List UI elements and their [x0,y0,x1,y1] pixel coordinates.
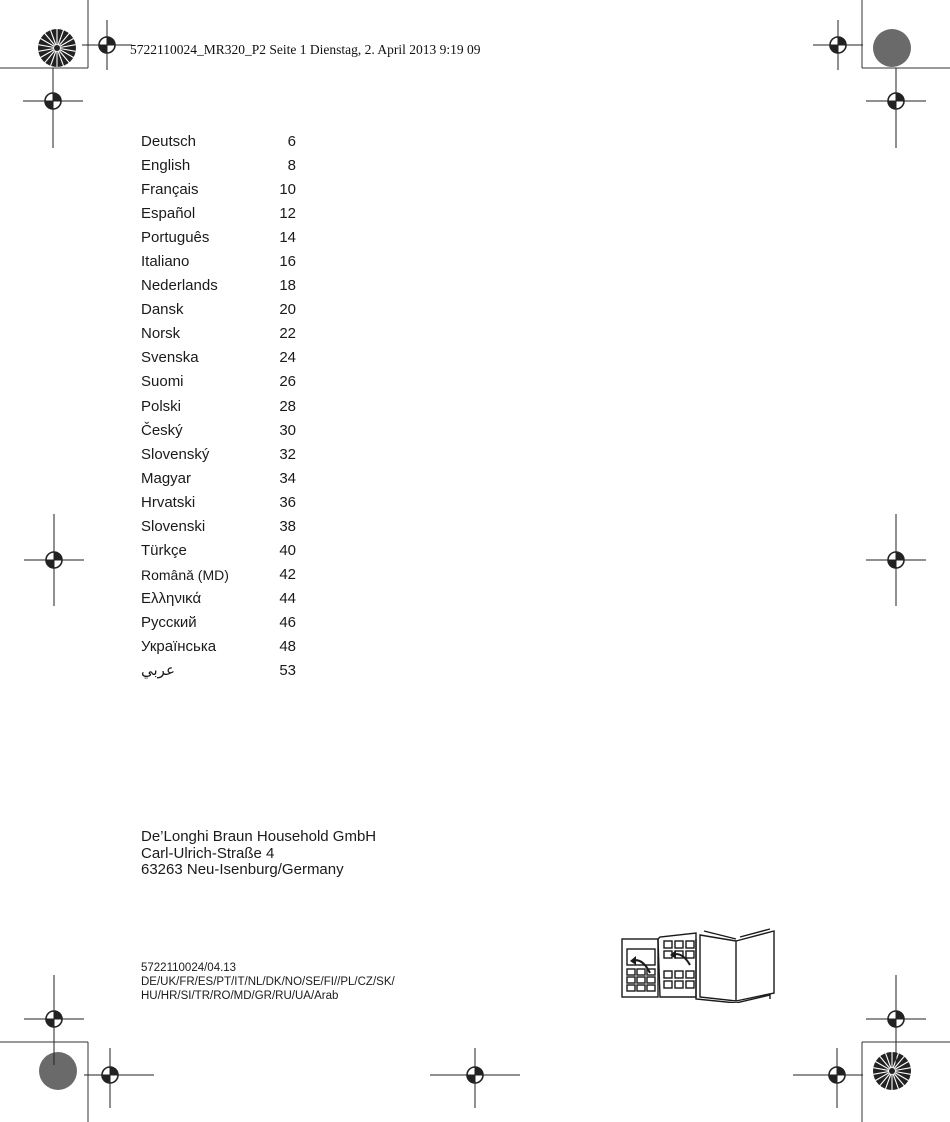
crosshair-registration-mark [813,20,863,70]
toc-page-number: 16 [279,253,296,271]
toc-page-number: 6 [287,133,296,150]
toc-page-number: 34 [279,469,296,487]
toc-page-number: 32 [279,445,296,463]
toc-language: Português [141,229,210,247]
toc-language: Español [141,205,196,223]
toc-row[interactable] [141,397,296,421]
toc-language: Deutsch [141,133,197,150]
toc-row[interactable] [141,156,296,180]
toc-language: Český [141,421,183,439]
toc-page-number: 22 [279,325,296,343]
toc-page-number: 24 [279,349,296,367]
toc-row[interactable] [141,252,296,276]
toc-page-number: 14 [279,229,296,247]
solid-registration-disc [872,28,912,68]
toc-language: Dansk [141,301,184,319]
toc-page-number: 46 [279,613,296,631]
manufacturer-address [141,829,376,879]
toc-language: Suomi [141,373,184,391]
toc-row[interactable] [141,421,296,445]
toc-page-number: 26 [279,373,296,391]
toc-row[interactable] [141,372,296,396]
crosshair-registration-mark [82,20,132,70]
toc-page-number: 30 [279,421,296,439]
toc-row[interactable] [141,180,296,204]
toc-row[interactable] [141,637,296,661]
toc-page-number: 44 [279,589,296,607]
address-city: 63263 Neu-Isenburg/Germany [141,861,344,878]
toc-row[interactable] [141,324,296,348]
toc-row[interactable] [141,445,296,469]
starburst-registration-mark [37,28,77,68]
toc-language: Italiano [141,253,190,271]
toc-language: Românǎ (MD) [141,566,229,583]
address-street: Carl-Ulrich-Straße 4 [141,844,275,862]
toc-language: English [141,157,191,175]
toc-page-number: 48 [279,637,296,655]
footer-code-block [141,961,395,1003]
crosshair-registration-mark [23,68,83,148]
toc-language: Русский [141,613,197,631]
toc-page-number: 38 [279,517,296,535]
header-slug: 5722110024_MR320_P2 Seite 1 Dienstag, 2. April 2013 9:19 09 [130,42,481,57]
crosshair-registration-mark [793,1048,863,1108]
toc-row[interactable] [141,132,296,156]
toc-row[interactable] [141,348,296,372]
toc-language: Slovenski [141,517,206,535]
toc-language: Nederlands [141,277,218,295]
toc-row[interactable] [141,300,296,324]
crosshair-registration-mark [24,514,84,606]
toc-language: Slovenský [141,445,210,463]
toc-row[interactable] [141,661,296,685]
toc-language: Українська [141,637,217,655]
crosshair-registration-mark [430,1048,520,1108]
toc-language: Norsk [141,325,181,343]
table-of-contents [141,132,296,685]
toc-row[interactable] [141,541,296,565]
address-company: De’Longhi Braun Household GmbH [141,828,377,845]
toc-page-number: 42 [279,565,296,583]
toc-row[interactable] [141,276,296,300]
toc-row[interactable] [141,589,296,613]
document-code: 5722110024/04.13 [141,962,237,974]
crosshair-registration-mark [866,68,926,148]
toc-language: Hrvatski [141,493,196,511]
toc-row[interactable] [141,493,296,517]
toc-page-number: 20 [279,301,296,319]
toc-language: Français [141,181,199,199]
toc-page-number: 10 [279,181,296,199]
country-codes-line2: HU/HR/SI/TR/RO/MD/GR/RU/UA/Arab [141,990,339,1002]
toc-page-number: 12 [279,205,296,223]
crosshair-registration-mark [24,975,84,1065]
toc-language: Svenska [141,349,199,367]
toc-language: Türkçe [141,541,187,559]
toc-row[interactable] [141,204,296,228]
country-codes-line1: DE/UK/FR/ES/PT/IT/NL/DK/NO/SE/FI//PL/CZ/SK/ [141,976,395,988]
toc-language: Ελληνικά [141,589,202,607]
crosshair-registration-mark [84,1048,154,1108]
toc-row[interactable] [141,565,296,589]
toc-page-number: 28 [279,397,296,415]
toc-row[interactable] [141,228,296,252]
toc-row[interactable] [141,469,296,493]
toc-page-number: 8 [287,157,296,175]
crosshair-registration-mark [866,975,926,1065]
toc-page-number: 40 [279,541,296,559]
toc-language: Magyar [141,469,192,487]
toc-language: عربي [141,662,175,680]
toc-language: Polski [141,397,182,415]
toc-page-number: 18 [279,277,296,295]
toc-row[interactable] [141,517,296,541]
toc-row[interactable] [141,613,296,637]
crosshair-registration-mark [866,514,926,606]
toc-page-number: 53 [279,662,296,680]
fold-out-booklet-icon [620,927,778,1003]
toc-page-number: 36 [279,493,296,511]
